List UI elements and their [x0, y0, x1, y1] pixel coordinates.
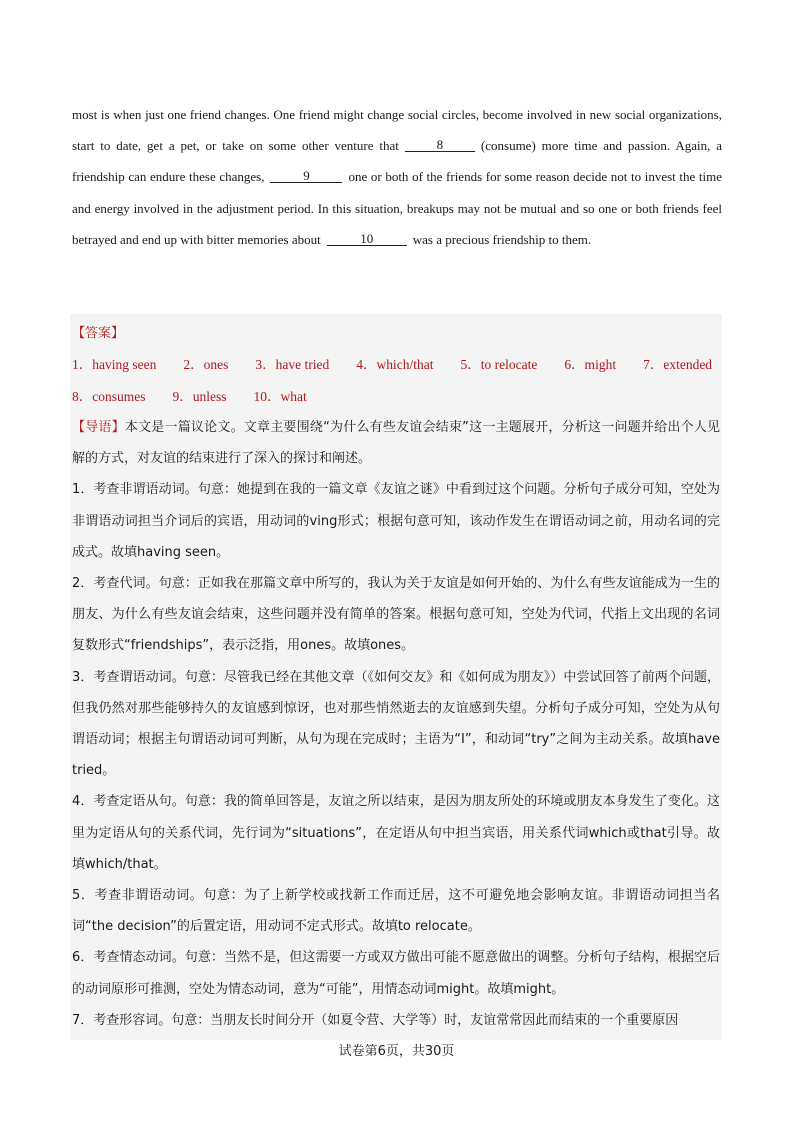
answer-item: 10．what — [253, 388, 307, 404]
explanation-5: 5．考查非谓语动词。句意：为了上新学校或找新工作而迁居，这不可避免地会影响友谊。非谓语动词担当名词“the decision”的后置定语，用动词不定式形式。故填to relocate。 — [72, 888, 720, 935]
answers-row-2 — [72, 381, 720, 413]
blank-10: 10 — [327, 232, 407, 246]
answer-item: 4．which/that — [356, 357, 434, 372]
answer-heading: 【答案】 — [72, 326, 125, 341]
passage-text-3: one or both of the friends for some reason decide not to invest the time and energy involved in the adjustment period. In this situation, breakups may not be mutual and so one or both friends feel betrayed and end up with bitter memories about — [72, 169, 723, 247]
passage-text-4: was a precious friendship to them. — [412, 231, 592, 247]
answer-item: 5．to relocate — [460, 357, 538, 372]
answer-item: 1．having seen — [72, 357, 157, 372]
explanation-6: 6．考查情态动词。句意：当然不是，但这需要一方或双方做出可能不愿意做出的调整。分析句子结构，根据空后的动词原形可推测，空处为情态动词，意为“可能”，用情态动词might。故填might。 — [72, 950, 720, 997]
passage-text-1: most is when just one friend changes. One friend might change social circles, become involved in new social organizations, start to date, get a pet, or take on some other venture that — [72, 107, 722, 154]
explanation-3: 3．考查谓语动词。句意：尽管我已经在其他文章（《如何交友》和《如何成为朋友》）中尝试回答了前两个问题，但我仍然对那些能够持久的友谊感到惊讶，也对那些悄然逝去的友谊感到失望。分析句子成分可知，空处为从句谓语动词；根据主句谓语动词可判断，从句为现在完成时；主语为“I”，和动词“try”之间为主动关系。故填have tried。 — [72, 669, 720, 779]
explanation-1: 1．考查非谓语动词。句意：她提到在我的一篇文章《友谊之谜》中看到过这个问题。分析句子成分可知，空处为非谓语动词担当介词后的宾语，用动词的ving形式；根据句意可知，该动作发生在谓语动词之前，用动名词的完成式。故填having seen。 — [72, 482, 720, 560]
answer-item: 2．ones — [183, 357, 229, 372]
answers-row-1 — [72, 349, 720, 381]
explanation-4: 4．考查定语从句。句意：我的简单回答是，友谊之所以结束，是因为朋友所处的环境或朋友本身发生了变化。这里为定语从句的关系代词，先行词为“situations”，在定语从句中担当宾语，用关系代词which或that引导。故填which/that。 — [72, 794, 720, 872]
explanation-2: 2．考查代词。句意：正如我在那篇文章中所写的，我认为关于友谊是如何开始的、为什么有些友谊能成为一生的朋友、为什么有些友谊会结束，这些问题并没有简单的答案。根据句意可知，空处为代词，代指上文出现的名词复数形式“friendships”，表示泛指，用ones。故填ones。 — [72, 576, 720, 654]
guide-text: 本文是一篇议论文。文章主要围绕“为什么有些友谊会结束”这一主题展开，分析这一问题并给出个人见解的方式，对友谊的结束进行了深入的探讨和阐述。 — [72, 420, 720, 467]
blank-9: 9 — [270, 169, 342, 183]
guide-tag: 【导语】 — [72, 420, 125, 435]
passage-text — [72, 99, 722, 255]
answer-item: 8．consumes — [72, 388, 146, 404]
guide-paragraph — [72, 412, 720, 474]
page-footer: 试卷第6页，共30页 — [338, 1044, 455, 1059]
answer-item: 3．have tried — [255, 357, 330, 372]
answer-item: 9．unless — [172, 388, 227, 404]
answer-item: 6．might — [564, 357, 617, 372]
explanation-7: 7．考查形容词。句意：当朋友长时间分开（如夏令营、大学等）时，友谊常常因此而结束的一个重要原因 — [72, 1012, 679, 1028]
answer-item: 7．extended — [643, 357, 713, 372]
answer-section — [70, 314, 722, 1040]
passage-text-2: (consume) more time and passion. Again, a friendship can endure these changes, — [72, 138, 722, 185]
blank-8: 8 — [405, 138, 475, 152]
